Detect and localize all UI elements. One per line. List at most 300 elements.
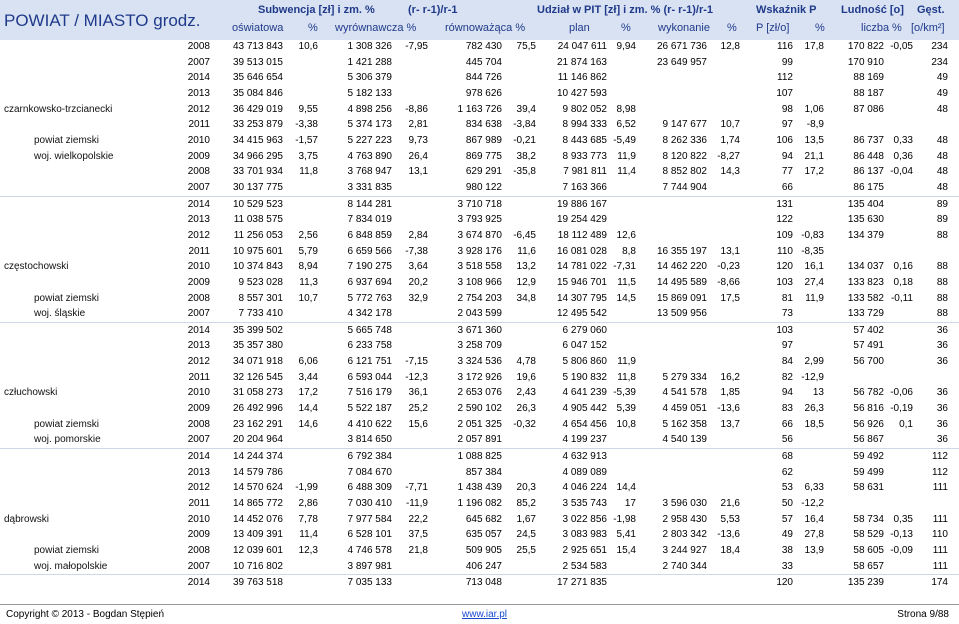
cell-wykonanie: 14 495 589 [656,276,707,288]
cell-year: 2009 [187,403,210,415]
cell-oswiatowa-pct: 11,4 [299,529,318,541]
table-row [0,370,959,386]
cell-rownowazaca-pct: 26,3 [516,403,536,415]
cell-plan: 2 534 583 [562,560,607,572]
table-row [0,149,959,165]
cell-oswiatowa: 10 716 802 [232,560,283,572]
cell-rownowazaca: 3 793 925 [457,214,502,226]
cell-wyrownawcza: 4 898 256 [347,103,392,115]
cell-p-pct: 16,1 [804,261,824,273]
cell-rownowazaca: 3 710 718 [457,198,502,210]
cell-p-zlo: 116 [777,41,793,52]
table-row [0,228,959,244]
cell-wyrownawcza: 7 834 019 [347,214,392,226]
cell-ludnosc: 58 734 [853,513,884,525]
cell-wyrownawcza: 7 035 133 [347,577,392,589]
cell-gestosc: 111 [932,513,948,525]
cell-p-pct: 27,4 [804,276,824,288]
cell-gestosc: 48 [936,134,948,146]
cell-gestosc: 49 [936,87,948,99]
cell-ludnosc: 88 169 [853,72,884,84]
cell-oswiatowa: 39 513 015 [232,56,283,68]
cell-wykonanie-pct: 16,2 [720,371,740,383]
cell-wykonanie: 16 355 197 [656,245,707,257]
cell-year: 2008 [187,545,210,556]
cell-wyrownawcza: 7 977 584 [347,513,392,525]
cell-ludnosc: 133 582 [847,292,884,304]
table-row [0,70,959,86]
cell-p-zlo: 109 [776,229,793,241]
page-number: Strona 9/88 [897,609,949,620]
cell-plan: 4 046 224 [562,482,607,494]
cell-rownowazaca-pct: -0,32 [513,418,536,430]
cell-rownowazaca-pct: 39,4 [516,103,536,115]
cell-rownowazaca: 1 438 439 [457,482,502,494]
cell-p-zlo: 84 [781,356,793,368]
ratio-header: (r- r-1)/r-1 [408,4,458,16]
cell-wykonanie-pct: 13,1 [720,245,740,257]
table-row [0,244,959,260]
cell-wyrownawcza: 7 516 179 [347,387,392,399]
cell-year: 2009 [187,529,210,541]
cell-plan: 8 994 333 [562,119,607,131]
cell-wyrownawcza: 5 374 173 [347,119,392,131]
cell-plan: 10 427 593 [556,87,607,99]
cell-plan: 4 089 089 [562,466,607,478]
cell-rownowazaca-pct: 4,78 [516,356,536,368]
cell-rownowazaca-pct: -0,21 [513,134,536,146]
cell-ludnosc: 135 239 [847,577,884,589]
cell-oswiatowa: 10 529 523 [232,198,283,210]
cell-plan: 2 925 651 [562,545,607,556]
wyrownawcza-header: wyrównawcza % [335,22,417,34]
cell-oswiatowa: 34 966 295 [232,150,283,162]
cell-plan-pct: -5,49 [613,134,636,146]
cell-plan: 15 946 701 [556,276,607,288]
cell-ludnosc: 57 491 [853,340,884,352]
table-row [0,275,959,291]
cell-wykonanie-pct: 5,53 [720,513,740,525]
cell-plan: 17 271 835 [556,577,607,589]
cell-oswiatowa: 12 039 601 [232,545,283,556]
ludnosc-header: Ludność [o] [841,4,904,16]
cell-oswiatowa-pct: 14,4 [298,403,318,415]
cell-p-pct: -12,9 [801,371,824,383]
cell-plan-pct: 5,39 [616,403,636,415]
cell-rownowazaca: 1 163 726 [457,103,502,115]
table-row [0,117,959,133]
cell-oswiatowa: 35 646 654 [232,72,283,84]
cell-wyrownawcza: 7 190 275 [347,261,392,273]
cell-plan: 3 083 983 [562,529,607,541]
cell-wyrownawcza-pct: 2,84 [408,229,428,241]
cell-p-zlo: 131 [776,198,793,210]
cell-rownowazaca-pct: -35,8 [513,166,536,178]
cell-wyrownawcza-pct: -7,38 [405,245,428,257]
table-row [0,417,959,433]
cell-year: 2010 [187,261,210,273]
cell-ludnosc: 170 910 [847,56,884,68]
cell-rownowazaca: 3 108 966 [457,276,502,288]
cell-wyrownawcza-pct: 26,4 [408,150,428,162]
cell-wyrownawcza: 6 593 044 [347,371,392,383]
cell-ludnosc: 58 605 [853,545,884,556]
cell-ludnosc: 56 867 [853,434,884,446]
cell-gestosc: 110 [932,529,948,541]
cell-rownowazaca: 713 048 [465,577,502,589]
cell-plan-pct: 11,9 [617,356,636,368]
cell-p-pct: 11,9 [805,292,824,304]
cell-rownowazaca: 782 430 [465,41,502,52]
table-row [0,164,959,180]
cell-wyrownawcza: 6 659 566 [347,245,392,257]
cell-rownowazaca: 635 057 [465,529,502,541]
cell-rownowazaca-pct: 25,5 [516,545,536,556]
cell-gestosc: 234 [931,56,948,68]
table-row [0,543,959,559]
cell-plan-pct: 14,4 [616,482,636,494]
cell-gestosc: 36 [936,356,948,368]
cell-ludnosc-pct: -0,13 [890,529,913,541]
website-link[interactable]: www.iar.pl [462,609,508,620]
cell-gestosc: 111 [932,482,948,494]
cell-p-pct: 17,2 [804,166,824,178]
cell-rownowazaca-pct: -6,45 [513,229,536,241]
cell-oswiatowa-pct: 17,2 [298,387,318,399]
cell-rownowazaca: 1 196 082 [457,498,502,510]
cell-p-zlo: 97 [781,340,793,352]
cell-gestosc: 49 [936,72,948,84]
okm-header: [o/km²] [911,22,945,34]
oswiatowa-header: oświatowa [232,22,284,34]
cell-wyrownawcza: 5 306 379 [347,72,392,84]
cell-plan: 8 933 773 [562,150,607,162]
cell-wyrownawcza: 4 746 578 [347,545,392,556]
cell-oswiatowa-pct: 12,3 [298,545,318,556]
cell-wykonanie-pct: -0,23 [717,261,740,273]
cell-plan: 4 654 456 [562,418,607,430]
table-row [0,196,959,213]
cell-year: 2013 [187,87,210,99]
cell-plan: 7 981 811 [563,166,607,178]
table-row [0,480,959,496]
cell-plan: 16 081 028 [556,245,607,257]
cell-rownowazaca-pct: 11,6 [517,245,536,257]
cell-plan: 6 047 152 [562,340,607,352]
cell-oswiatowa: 11 256 053 [233,229,283,241]
cell-wyrownawcza-pct: 21,8 [408,545,428,556]
cell-ludnosc-pct: -0,09 [890,545,913,556]
cell-p-pct: 27,8 [804,529,824,541]
table-row [0,559,959,575]
cell-plan-pct: -5,39 [613,387,636,399]
table-row [0,527,959,543]
voivodeship-name: woj. wielkopolskie [34,150,114,162]
pct3-header: % [727,22,737,34]
cell-year: 2010 [187,513,210,525]
data-table [0,39,959,591]
cell-wyrownawcza: 4 763 890 [347,150,392,162]
cell-p-zlo: 33 [781,560,793,572]
cell-year: 2007 [187,56,210,68]
cell-ludnosc: 135 630 [847,214,884,226]
cell-p-zlo: 77 [781,166,793,178]
cell-p-pct: 13 [812,387,824,399]
cell-wyrownawcza-pct: 13,1 [408,166,428,178]
cell-wyrownawcza: 5 522 187 [347,403,392,415]
cell-rownowazaca: 3 172 926 [457,371,502,383]
cell-oswiatowa: 36 429 019 [232,103,283,115]
cell-year: 2014 [187,72,210,84]
cell-wyrownawcza-pct: 25,2 [408,403,428,415]
cell-wykonanie: 23 649 957 [656,56,707,68]
cell-wyrownawcza: 3 331 835 [347,181,392,193]
cell-wykonanie: 3 244 927 [662,545,707,556]
cell-wykonanie-pct: -13,6 [717,529,740,541]
cell-ludnosc: 133 729 [847,308,884,320]
cell-gestosc: 88 [936,229,948,241]
cell-year: 2014 [187,577,210,589]
cell-wykonanie: 2 803 342 [662,529,707,541]
cell-plan: 18 112 489 [557,229,607,241]
cell-oswiatowa-pct: 2,56 [298,229,318,241]
cell-plan: 5 806 860 [562,356,607,368]
cell-gestosc: 36 [936,434,948,446]
cell-wyrownawcza-pct: -7,71 [405,482,428,494]
page-footer [0,604,959,624]
cell-year: 2008 [187,166,210,178]
cell-oswiatowa: 31 058 273 [232,387,283,399]
region-name: czarnkowsko-trzcianecki [4,103,113,115]
cell-rownowazaca-pct: 34,8 [516,292,536,304]
cell-rownowazaca-pct: 85,2 [516,498,536,510]
udzial-header: Udział w PIT [zł] i zm. % (r- r-1)/r-1 [537,4,714,16]
cell-rownowazaca: 2 043 599 [457,308,502,320]
cell-year: 2010 [187,387,210,399]
cell-rownowazaca: 1 088 825 [457,451,502,463]
cell-plan: 11 146 862 [557,72,607,84]
cell-year: 2012 [187,103,210,115]
cell-gestosc: 112 [932,451,948,463]
cell-wykonanie-pct: 1,74 [720,134,740,146]
cell-oswiatowa: 10 975 601 [232,245,283,257]
cell-plan-pct: -1,98 [613,513,636,525]
cell-p-zlo: 57 [781,513,793,525]
cell-oswiatowa: 35 357 380 [232,340,283,352]
cell-oswiatowa: 35 084 846 [232,87,283,99]
cell-rownowazaca: 406 247 [465,560,502,572]
subwencja-header: Subwencja [zł] i zm. % [258,4,375,16]
cell-oswiatowa-pct: 3,44 [298,371,318,383]
table-row [0,448,959,465]
cell-wyrownawcza-pct: -11,9 [405,498,428,510]
cell-oswiatowa-pct: 10,7 [298,292,318,304]
cell-p-pct: -8,35 [801,245,824,257]
cell-year: 2008 [187,292,210,304]
cell-p-pct: 6,33 [804,482,824,494]
cell-plan: 19 886 167 [556,198,607,210]
cell-rownowazaca-pct: 2,43 [516,387,536,399]
cell-oswiatowa: 11 038 575 [233,214,283,226]
region-type: powiat ziemski [34,418,100,430]
cell-wyrownawcza: 5 182 133 [347,87,392,99]
cell-oswiatowa: 26 492 996 [232,403,283,415]
cell-wyrownawcza-pct: -12,3 [405,371,428,383]
cell-plan: 4 632 913 [562,451,607,463]
copyright-text: Copyright © 2013 - Bogdan Stępień [6,609,165,620]
cell-p-zlo: 83 [781,403,793,415]
cell-oswiatowa: 14 579 786 [232,466,283,478]
cell-gestosc: 36 [936,324,948,336]
wskaznik-header: Wskaźnik P [756,4,817,16]
table-row [0,306,959,322]
table-row [0,354,959,370]
cell-rownowazaca-pct: 19,6 [516,371,536,383]
cell-year: 2007 [187,560,210,572]
cell-oswiatowa: 43 713 843 [232,41,283,52]
cell-ludnosc: 58 631 [853,482,884,494]
cell-plan-pct: 9,94 [616,41,636,52]
cell-wykonanie-pct: 12,8 [720,41,740,52]
cell-plan: 14 781 022 [556,261,607,273]
cell-rownowazaca: 2 051 325 [457,418,502,430]
cell-year: 2014 [187,451,210,463]
cell-year: 2011 [188,245,210,257]
cell-p-zlo: 97 [781,119,793,131]
cell-ludnosc: 133 823 [847,276,884,288]
cell-gestosc: 88 [936,292,948,304]
cell-gestosc: 89 [936,198,948,210]
cell-wyrownawcza-pct: 2,81 [408,119,428,131]
cell-rownowazaca: 3 928 176 [457,245,502,257]
cell-oswiatowa: 35 399 502 [232,324,283,336]
cell-gestosc: 174 [931,577,948,589]
cell-ludnosc: 88 187 [853,87,884,99]
cell-wykonanie: 8 262 336 [662,134,707,146]
liczba-header: liczba [861,22,890,34]
cell-p-pct: 2,99 [804,356,824,368]
cell-p-pct: -8,9 [806,119,824,131]
cell-wyrownawcza-pct: 9,73 [408,134,428,146]
cell-rownowazaca: 2 754 203 [457,292,502,304]
cell-p-zlo: 106 [776,134,793,146]
cell-ludnosc: 86 448 [853,150,884,162]
cell-p-zlo: 56 [781,434,793,446]
cell-rownowazaca-pct: 13,2 [516,261,536,273]
cell-wyrownawcza: 3 768 947 [347,166,392,178]
cell-wykonanie-pct: -13,6 [717,403,740,415]
cell-oswiatowa: 30 137 775 [232,181,283,193]
cell-p-zlo: 82 [781,371,793,383]
cell-rownowazaca: 2 590 102 [457,403,502,415]
cell-ludnosc: 56 700 [853,356,884,368]
cell-rownowazaca: 3 258 709 [457,340,502,352]
cell-oswiatowa: 7 733 410 [238,308,283,320]
cell-oswiatowa: 34 071 918 [232,356,283,368]
cell-p-pct: -0,83 [801,229,824,241]
cell-plan: 24 047 611 [557,41,607,52]
voivodeship-name: woj. śląskie [34,308,86,320]
region-type: powiat ziemski [34,545,100,556]
cell-p-zlo: 120 [776,577,793,589]
cell-ludnosc: 58 657 [853,560,884,572]
cell-oswiatowa: 23 162 291 [232,418,283,430]
region-type: powiat ziemski [34,134,100,146]
cell-ludnosc: 134 379 [847,229,884,241]
cell-wykonanie: 7 744 904 [662,181,707,193]
table-row [0,212,959,228]
cell-wykonanie: 26 671 736 [656,41,707,52]
cell-wykonanie: 5 162 358 [662,418,707,430]
cell-p-zlo: 53 [781,482,793,494]
cell-oswiatowa-pct: 11,3 [299,276,318,288]
cell-rownowazaca-pct: 24,5 [516,529,536,541]
cell-oswiatowa-pct: 14,6 [298,418,318,430]
table-row [0,259,959,275]
cell-year: 2007 [187,181,210,193]
pct2-header: % [621,22,631,34]
cell-plan-pct: 11,4 [617,166,636,178]
cell-ludnosc: 170 822 [847,41,884,52]
cell-wyrownawcza-pct: 3,64 [408,261,428,273]
cell-plan-pct: 6,52 [616,119,636,131]
cell-plan: 5 190 832 [562,371,607,383]
cell-ludnosc-pct: -0,19 [890,403,913,415]
cell-year: 2008 [187,418,210,430]
cell-plan: 19 254 429 [556,214,607,226]
cell-p-zlo: 112 [777,72,793,84]
cell-plan: 21 874 163 [556,56,607,68]
cell-year: 2014 [187,198,210,210]
cell-rownowazaca-pct: -3,84 [513,119,536,131]
cell-wykonanie-pct: 10,7 [720,119,740,131]
cell-oswiatowa: 14 244 374 [232,451,283,463]
cell-oswiatowa-pct: 7,78 [298,513,318,525]
cell-oswiatowa-pct: 6,06 [298,356,318,368]
cell-rownowazaca: 2 057 891 [457,434,502,446]
cell-wyrownawcza: 8 144 281 [347,198,392,210]
cell-ludnosc: 87 086 [853,103,884,115]
cell-oswiatowa: 39 763 518 [232,577,283,589]
cell-p-zlo: 62 [781,466,793,478]
cell-plan-pct: 11,5 [617,276,636,288]
table-header [0,0,959,40]
cell-rownowazaca: 857 384 [465,466,502,478]
cell-wykonanie-pct: 21,6 [720,498,740,510]
cell-year: 2007 [187,434,210,446]
cell-p-pct: 26,3 [804,403,824,415]
cell-gestosc: 36 [936,403,948,415]
cell-wykonanie: 4 540 139 [662,434,707,446]
cell-year: 2013 [187,214,210,226]
cell-plan: 4 199 237 [562,434,607,446]
cell-plan: 4 905 442 [562,403,607,415]
cell-ludnosc: 86 737 [853,134,884,146]
cell-rownowazaca-pct: 38,2 [516,150,536,162]
cell-wykonanie: 2 740 344 [662,560,707,572]
table-row [0,102,959,118]
cell-rownowazaca: 3 324 536 [457,356,502,368]
cell-rownowazaca: 844 726 [465,72,502,84]
cell-year: 2011 [188,371,210,383]
cell-gestosc: 88 [936,276,948,288]
cell-plan: 3 022 856 [562,513,607,525]
cell-oswiatowa-pct: 10,6 [298,41,318,52]
cell-rownowazaca: 3 674 870 [457,229,502,241]
table-row [0,338,959,354]
cell-ludnosc-pct: -0,04 [890,166,913,178]
cell-wykonanie-pct: 13,7 [720,418,740,430]
